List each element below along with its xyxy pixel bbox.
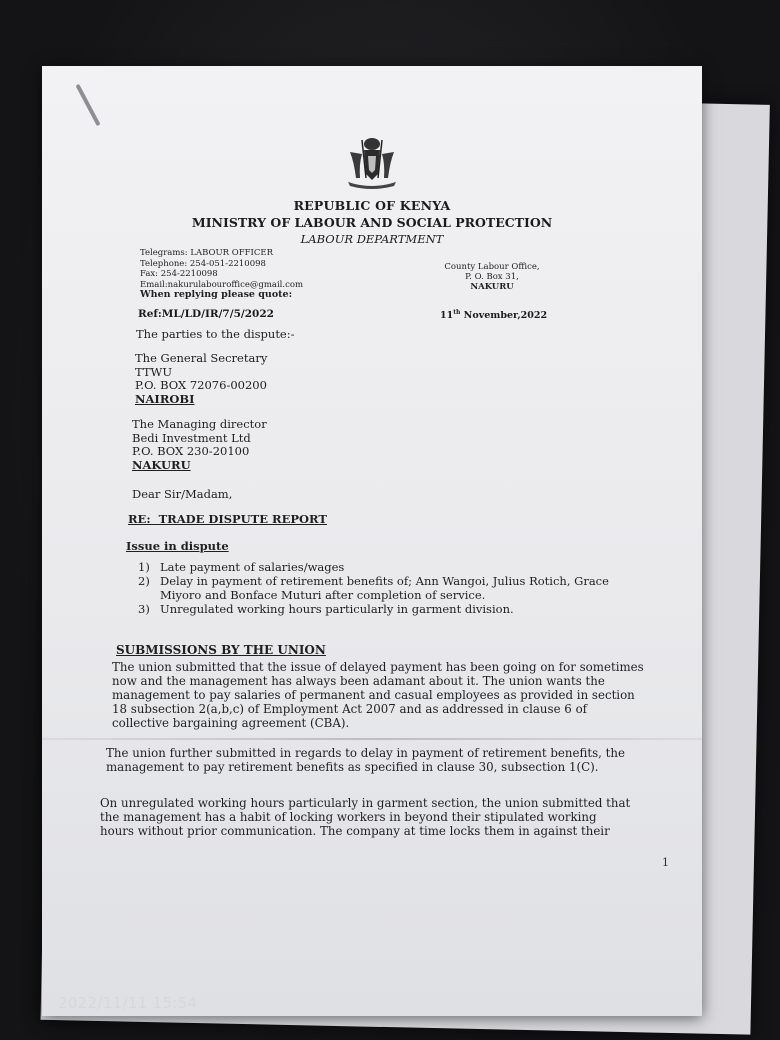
subject-line: RE: TRADE DISPUTE REPORT: [128, 512, 327, 526]
reference-number: Ref:ML/LD/IR/7/5/2022: [138, 308, 274, 320]
list-item: Miyoro and Bonface Muturi after completion of service.: [160, 588, 486, 602]
email-line: Email:nakurulabouroffice@gmail.com: [140, 279, 304, 290]
recipient2-line1: The Managing director: [132, 417, 267, 431]
contact-block: [140, 248, 303, 301]
recipient1-line2: TTWU: [135, 364, 173, 379]
letter-page: [42, 66, 702, 1016]
paragraph-3: On unregulated working hours particularly in garment section, the union submitted that the management has a habit of locking workers in beyond their stipulated working hours without prior communication. The company at time locks them in against their: [100, 796, 631, 838]
department-heading: LABOUR DEPARTMENT: [300, 232, 444, 246]
country-heading: REPUBLIC OF KENYA: [293, 198, 451, 213]
recipient2-line2: Bedi Investment Ltd: [132, 430, 251, 445]
recipient-block-1: [135, 352, 267, 406]
recipient2-line3: P.O. BOX 230-20100: [132, 444, 250, 458]
recipient1-line3: P.O. BOX 72076-00200: [135, 378, 267, 392]
page-number: 1: [662, 856, 669, 869]
office-name: County Labour Office,: [444, 262, 540, 272]
coat-of-arms-icon: [342, 134, 402, 192]
office-address: [432, 262, 552, 292]
fax-line: Fax: 254-2210098: [140, 269, 218, 279]
telegrams-line: Telegrams: LABOUR OFFICER: [140, 248, 273, 258]
list-item: 3) Unregulated working hours particularly in garment division.: [138, 602, 514, 616]
paragraph-1: The union submitted that the issue of delayed payment has been going on for sometimes now and the management has always been adamant about it. The union wants the management to pay salaries of permanent and casual employees as provided in section 18 subsection 2(a,b,c) of Employment Act 2007 and as addressed in clause 6 of collective bargaining agreement (CBA).: [112, 660, 644, 730]
letter-date: [440, 309, 547, 321]
date-suffix: th: [453, 309, 461, 316]
office-town: NAKURU: [470, 282, 514, 292]
recipient-block-2: [132, 418, 267, 472]
staple-mark: [75, 84, 100, 126]
date-day: 11: [440, 310, 454, 322]
recipient2-city: NAKURU: [132, 457, 191, 472]
photo-timestamp: 2022/11/11 15:54: [58, 994, 198, 1012]
issue-heading: Issue in dispute: [126, 539, 229, 553]
salutation: Dear Sir/Madam,: [132, 487, 233, 501]
date-rest: November,2022: [460, 310, 548, 322]
submissions-heading: SUBMISSIONS BY THE UNION: [116, 643, 326, 657]
reply-note: When replying please quote:: [140, 289, 293, 300]
issue-list: [138, 560, 609, 616]
office-box: P. O. Box 31,: [465, 272, 519, 282]
ministry-heading: MINISTRY OF LABOUR AND SOCIAL PROTECTION: [191, 215, 553, 230]
paper-fold: [42, 738, 702, 740]
parties-intro: The parties to the dispute:-: [136, 327, 295, 341]
recipient1-line1: The General Secretary: [135, 351, 268, 365]
list-item: 2) Delay in payment of retirement benefits of; Ann Wangoi, Julius Rotich, Grace: [138, 574, 609, 588]
telephone-line: Telephone: 254-051-2210098: [140, 258, 266, 269]
list-item: 1) Late payment of salaries/wages: [138, 560, 345, 574]
recipient1-city: NAIROBI: [135, 391, 195, 406]
paragraph-2: The union further submitted in regards to delay in payment of retirement benefits, the management to pay retirement benefits as specified in clause 30, subsection 1(C).: [106, 746, 625, 774]
